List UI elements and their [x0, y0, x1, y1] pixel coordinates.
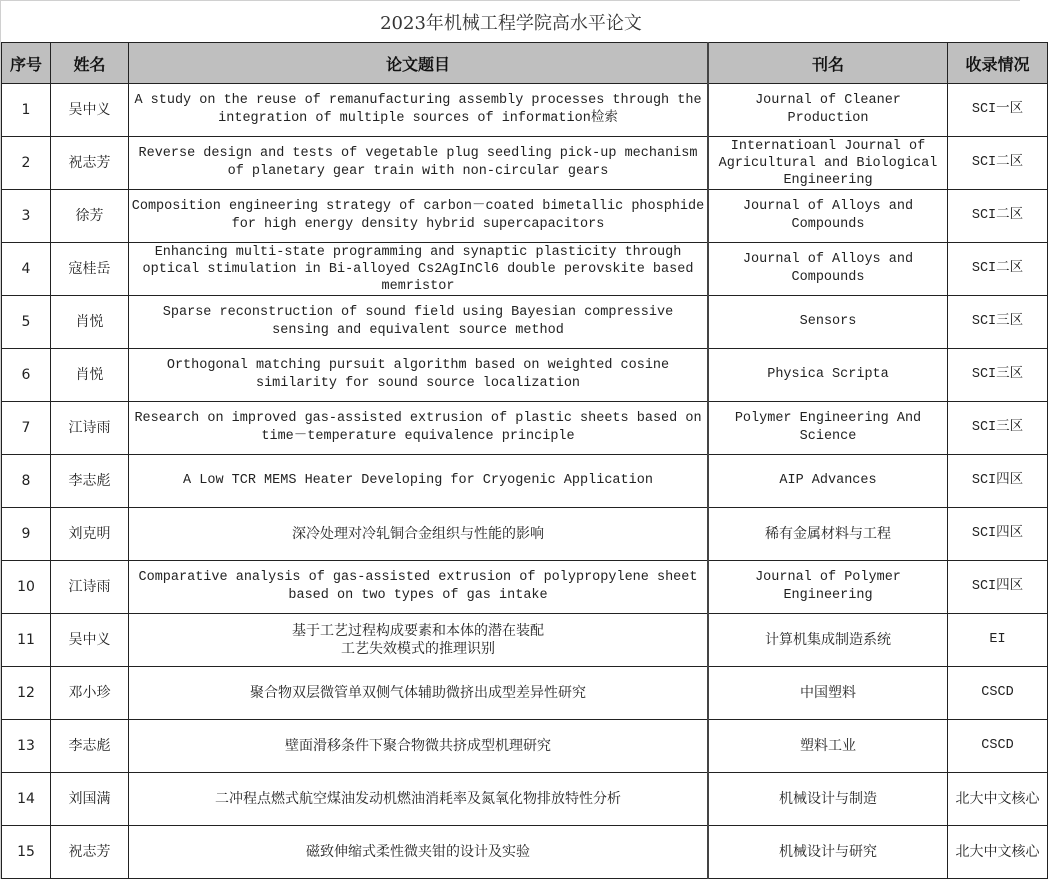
cell-name[interactable]: 江诗雨 — [51, 561, 129, 614]
cell-paper-title[interactable]: Composition engineering strategy of carbon－coated bimetallic phosphide for high energy density hybrid supercapacitors — [129, 190, 709, 243]
cell-name[interactable]: 刘克明 — [51, 508, 129, 561]
table-row — [2, 243, 1048, 296]
cell-paper-title[interactable]: Enhancing multi-state programming and synaptic plasticity through optical stimulation in Bi-alloyed Cs2AgInCl6 double perovskite based memristor — [129, 243, 709, 296]
cell-paper-title[interactable]: Research on improved gas-assisted extrusion of plastic sheets based on time－temperature equivalence principle — [129, 402, 709, 455]
header-no[interactable]: 序号 — [2, 43, 51, 84]
header-indexing[interactable]: 收录情况 — [948, 43, 1048, 84]
cell-name[interactable]: 祝志芳 — [51, 137, 129, 190]
table-row — [2, 296, 1048, 349]
cell-name[interactable]: 肖悦 — [51, 349, 129, 402]
cell-journal[interactable]: 稀有金属材料与工程 — [708, 508, 948, 561]
cell-paper-title[interactable]: 磁致伸缩式柔性微夹钳的设计及实验 — [129, 826, 709, 879]
cell-journal[interactable]: Journal of Alloys and Compounds — [708, 190, 948, 243]
cell-journal[interactable]: 中国塑料 — [708, 667, 948, 720]
table-row — [2, 667, 1048, 720]
cell-journal[interactable]: Journal of Polymer Engineering — [708, 561, 948, 614]
cell-journal[interactable]: 计算机集成制造系统 — [708, 614, 948, 667]
header-row — [2, 43, 1048, 84]
table-row — [2, 190, 1048, 243]
cell-indexing[interactable]: SCI二区 — [948, 190, 1048, 243]
cell-no[interactable]: 2 — [2, 137, 51, 190]
cell-indexing[interactable]: EI — [948, 614, 1048, 667]
cell-indexing[interactable]: SCI二区 — [948, 243, 1048, 296]
table-row — [2, 561, 1048, 614]
header-paper-title[interactable]: 论文题目 — [129, 43, 709, 84]
cell-no[interactable]: 8 — [2, 455, 51, 508]
cell-name[interactable]: 邓小珍 — [51, 667, 129, 720]
cell-name[interactable]: 李志彪 — [51, 720, 129, 773]
header-name[interactable]: 姓名 — [51, 43, 129, 84]
table-row — [2, 349, 1048, 402]
cell-paper-title[interactable]: 深冷处理对冷轧铜合金组织与性能的影响 — [129, 508, 709, 561]
cell-indexing[interactable]: SCI三区 — [948, 349, 1048, 402]
cell-indexing[interactable]: CSCD — [948, 720, 1048, 773]
cell-journal[interactable]: 塑料工业 — [708, 720, 948, 773]
cell-journal[interactable]: Journal of Alloys and Compounds — [708, 243, 948, 296]
cell-indexing[interactable]: SCI三区 — [948, 296, 1048, 349]
cell-name[interactable]: 刘国满 — [51, 773, 129, 826]
cell-no[interactable]: 14 — [2, 773, 51, 826]
cell-journal[interactable]: Internatioanl Journal of Agricultural and Biological Engineering — [708, 137, 948, 190]
header-journal[interactable]: 刊名 — [708, 43, 948, 84]
cell-paper-title[interactable]: Sparse reconstruction of sound field using Bayesian compressive sensing and equivalent source method — [129, 296, 709, 349]
cell-no[interactable]: 9 — [2, 508, 51, 561]
cell-journal[interactable]: AIP Advances — [708, 455, 948, 508]
cell-no[interactable]: 5 — [2, 296, 51, 349]
table-row — [2, 826, 1048, 879]
cell-name[interactable]: 徐芳 — [51, 190, 129, 243]
table-row — [2, 402, 1048, 455]
table-row — [2, 137, 1048, 190]
cell-no[interactable]: 3 — [2, 190, 51, 243]
cell-no[interactable]: 4 — [2, 243, 51, 296]
table-row — [2, 614, 1048, 667]
cell-journal[interactable]: 机械设计与制造 — [708, 773, 948, 826]
cell-journal[interactable]: Physica Scripta — [708, 349, 948, 402]
cell-indexing[interactable]: 北大中文核心 — [948, 773, 1048, 826]
cell-journal[interactable]: Polymer Engineering And Science — [708, 402, 948, 455]
cell-indexing[interactable]: SCI四区 — [948, 455, 1048, 508]
cell-no[interactable]: 15 — [2, 826, 51, 879]
table-title: 2023年机械工程学院高水平论文 — [380, 13, 642, 34]
cell-name[interactable]: 李志彪 — [51, 455, 129, 508]
cell-name[interactable]: 江诗雨 — [51, 402, 129, 455]
cell-name[interactable]: 肖悦 — [51, 296, 129, 349]
cell-name[interactable]: 吴中义 — [51, 84, 129, 137]
cell-no[interactable]: 6 — [2, 349, 51, 402]
cell-no[interactable]: 12 — [2, 667, 51, 720]
cell-paper-title[interactable]: 聚合物双层微管单双侧气体辅助微挤出成型差异性研究 — [129, 667, 709, 720]
cell-name[interactable]: 祝志芳 — [51, 826, 129, 879]
cell-no[interactable]: 11 — [2, 614, 51, 667]
cell-paper-title[interactable]: A study on the reuse of remanufacturing assembly processes through the integration of multiple sources of information检索 — [129, 84, 709, 137]
cell-no[interactable]: 13 — [2, 720, 51, 773]
cell-indexing[interactable]: SCI四区 — [948, 561, 1048, 614]
cell-indexing[interactable]: SCI一区 — [948, 84, 1048, 137]
cell-paper-title[interactable]: 壁面滑移条件下聚合物微共挤成型机理研究 — [129, 720, 709, 773]
cell-indexing[interactable]: 北大中文核心 — [948, 826, 1048, 879]
cell-indexing[interactable]: SCI四区 — [948, 508, 1048, 561]
table-row — [2, 773, 1048, 826]
cell-indexing[interactable]: SCI三区 — [948, 402, 1048, 455]
cell-no[interactable]: 7 — [2, 402, 51, 455]
cell-journal[interactable]: 机械设计与研究 — [708, 826, 948, 879]
cell-name[interactable]: 寇桂岳 — [51, 243, 129, 296]
cell-paper-title[interactable]: 基于工艺过程构成要素和本体的潜在装配 工艺失效模式的推理识别 — [129, 614, 709, 667]
table-row — [2, 720, 1048, 773]
table-row — [2, 455, 1048, 508]
cell-no[interactable]: 1 — [2, 84, 51, 137]
cell-name[interactable]: 吴中义 — [51, 614, 129, 667]
cell-paper-title[interactable]: 二冲程点燃式航空煤油发动机燃油消耗率及氮氧化物排放特性分析 — [129, 773, 709, 826]
table-row — [2, 508, 1048, 561]
cell-indexing[interactable]: SCI二区 — [948, 137, 1048, 190]
cell-paper-title[interactable]: Comparative analysis of gas-assisted extrusion of polypropylene sheet based on two types of gas intake — [129, 561, 709, 614]
cell-no[interactable]: 10 — [2, 561, 51, 614]
cell-journal[interactable]: Sensors — [708, 296, 948, 349]
cell-paper-title[interactable]: A Low TCR MEMS Heater Developing for Cryogenic Application — [129, 455, 709, 508]
table-row — [2, 84, 1048, 137]
cell-paper-title[interactable]: Orthogonal matching pursuit algorithm based on weighted cosine similarity for sound source localization — [129, 349, 709, 402]
cell-journal[interactable]: Journal of Cleaner Production — [708, 84, 948, 137]
papers-table — [1, 42, 1048, 879]
cell-indexing[interactable]: CSCD — [948, 667, 1048, 720]
cell-paper-title[interactable]: Reverse design and tests of vegetable plug seedling pick-up mechanism of planetary gear train with non-circular gears — [129, 137, 709, 190]
